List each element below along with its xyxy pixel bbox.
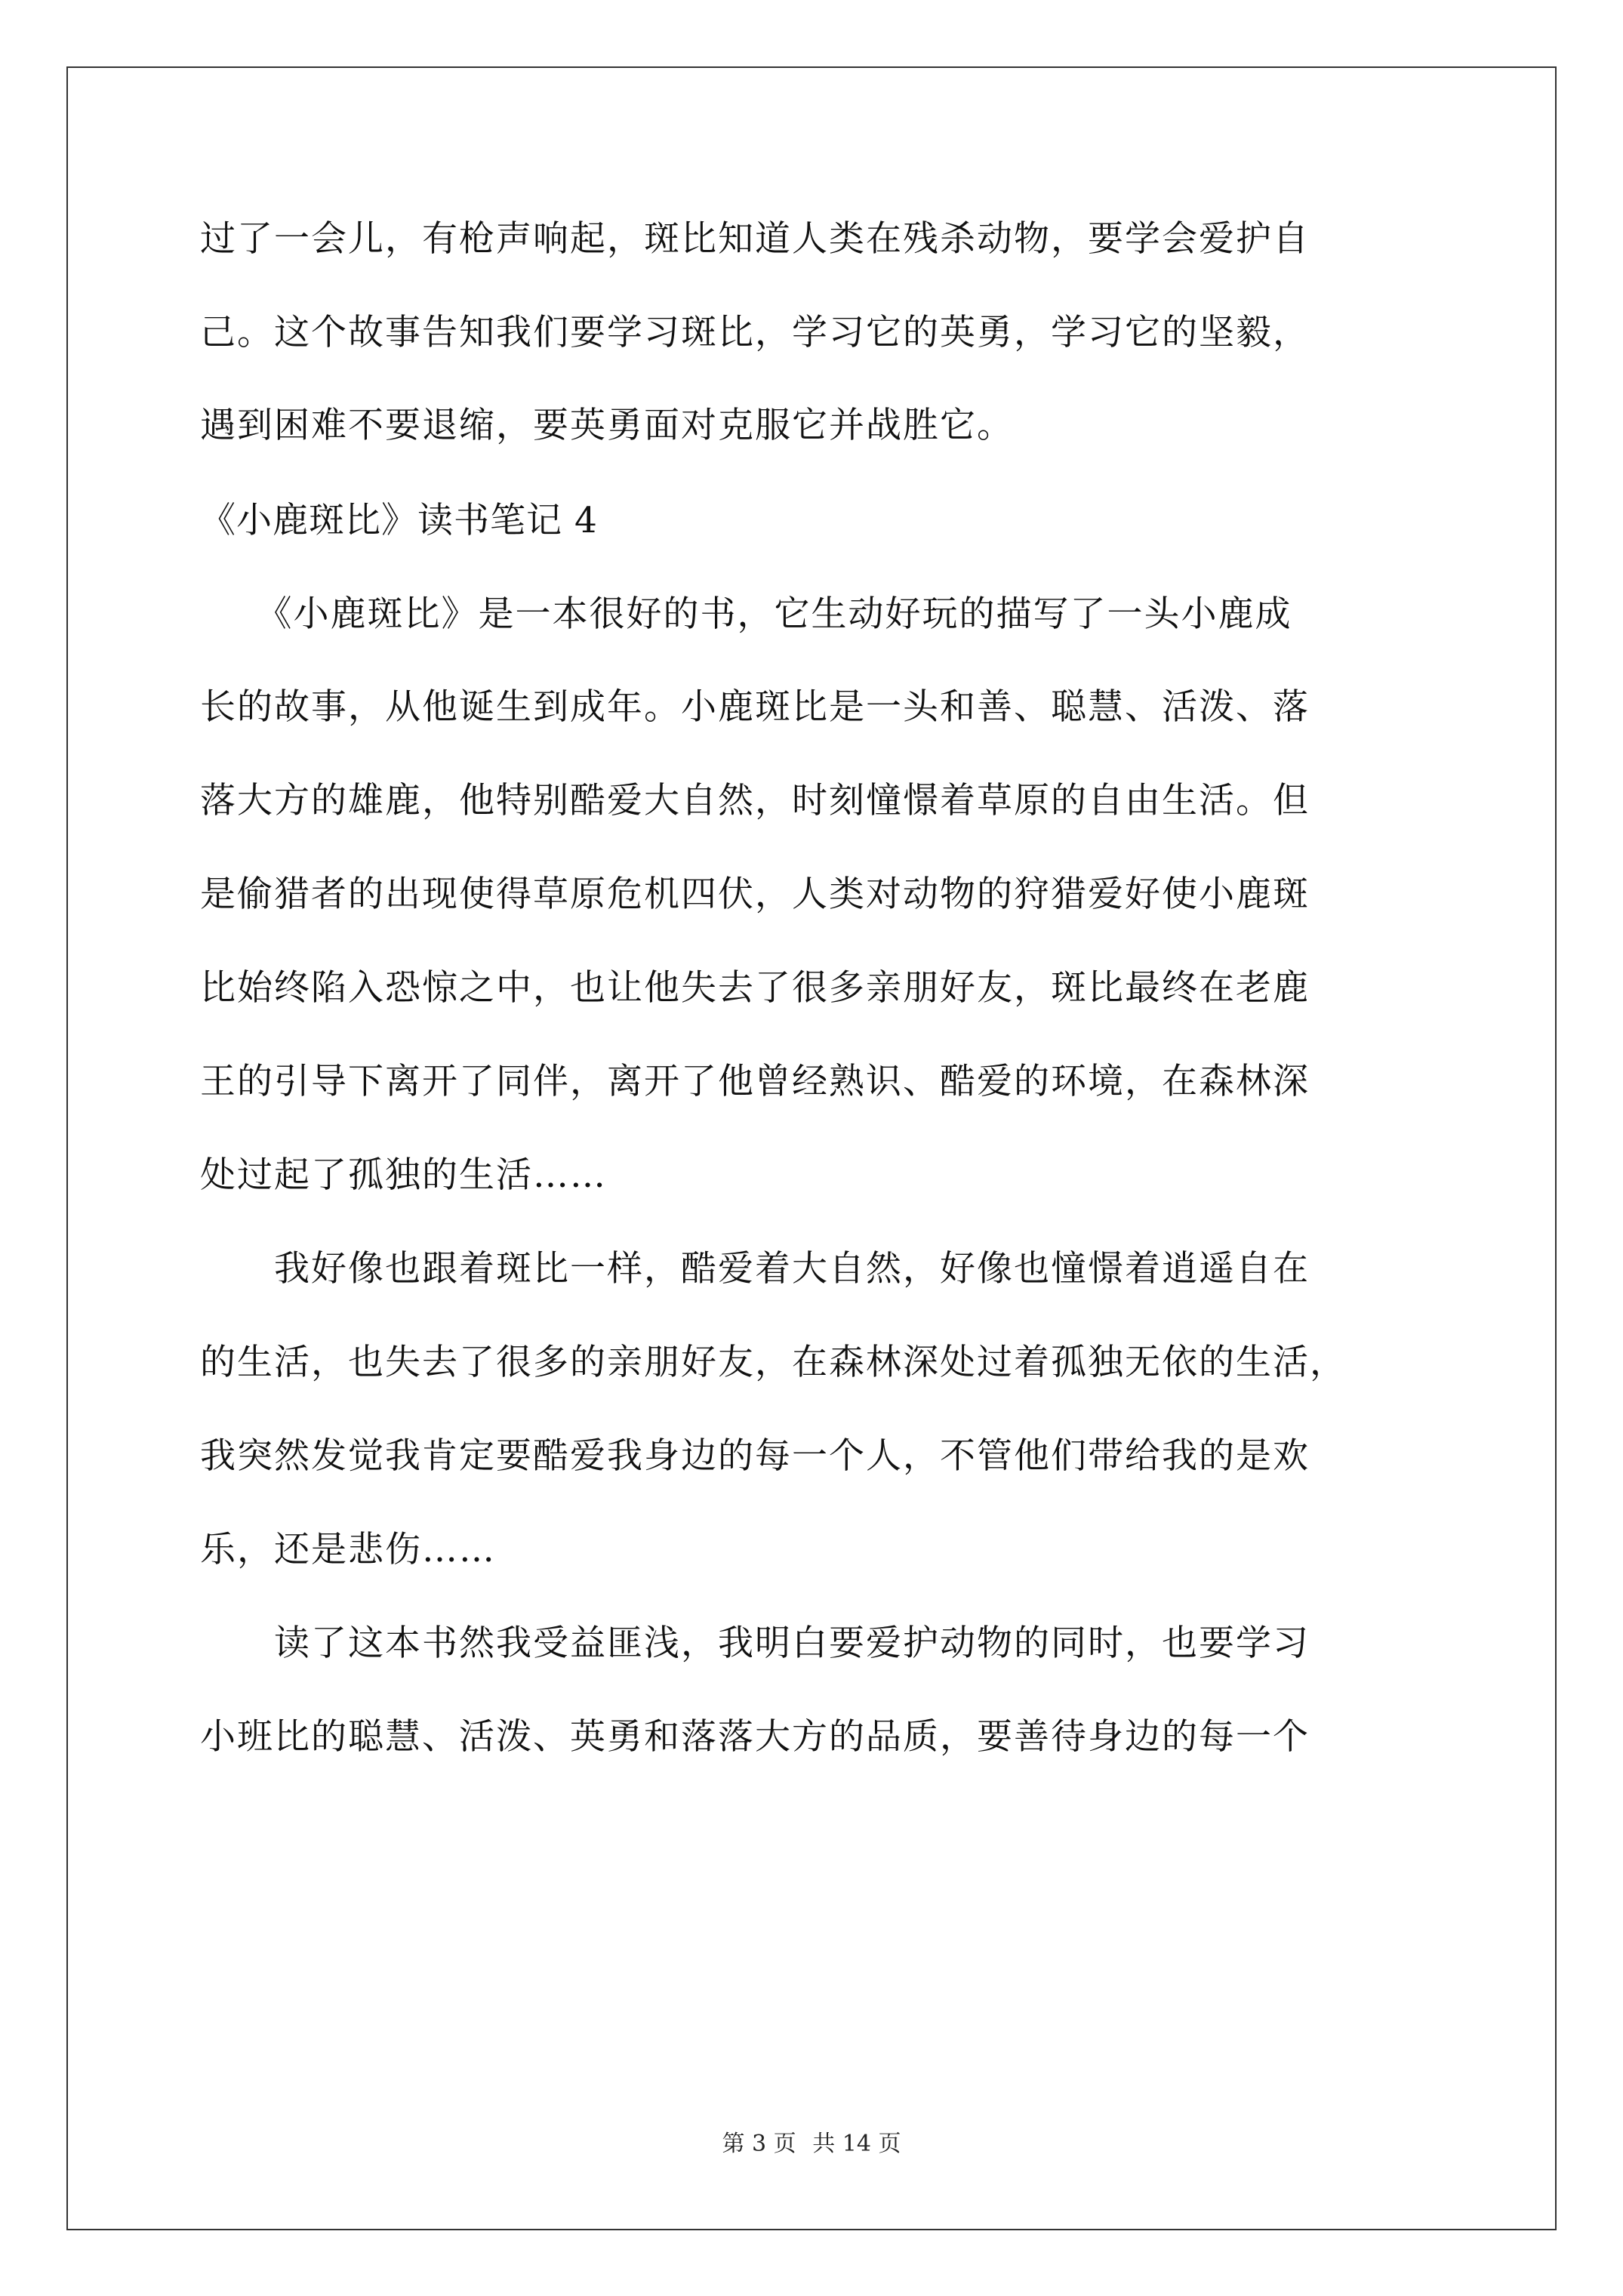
- page-total: 共 14 页: [812, 2131, 901, 2157]
- text-line: 的生活，也失去了很多的亲朋好友，在森林深处过着孤独无依的生活，: [200, 1342, 1347, 1383]
- text-line: 王的引导下离开了同伴，离开了他曾经熟识、酷爱的环境，在森林深: [200, 1061, 1310, 1102]
- text-line: 乐，还是悲伤……: [200, 1529, 496, 1570]
- text-line: 落大方的雄鹿，他特别酷爱大自然，时刻憧憬着草原的自由生活。但: [200, 780, 1310, 821]
- text-line: 小班比的聪慧、活泼、英勇和落落大方的品质，要善待身边的每一个: [200, 1716, 1310, 1758]
- text-line: 我突然发觉我肯定要酷爱我身边的每一个人，不管他们带给我的是欢: [200, 1435, 1310, 1477]
- page-number: 第 3 页: [722, 2131, 796, 2157]
- text-line: 处过起了孤独的生活……: [200, 1154, 607, 1196]
- text-line: 过了一会儿，有枪声响起，斑比知道人类在残杀动物，要学会爱护自: [200, 218, 1310, 260]
- text-line: 遇到困难不要退缩，要英勇面对克服它并战胜它。: [200, 405, 1014, 446]
- text-line: 比始终陷入恐惊之中，也让他失去了很多亲朋好友，斑比最终在老鹿: [200, 967, 1310, 1009]
- text-line: 《小鹿斑比》是一本很好的书，它生动好玩的描写了一头小鹿成: [200, 593, 1292, 635]
- text-line: 是偷猎者的出现使得草原危机四伏，人类对动物的狩猎爱好使小鹿斑: [200, 874, 1310, 915]
- page-border: [66, 66, 1557, 2230]
- text-line: 读了这本书然我受益匪浅，我明白要爱护动物的同时，也要学习: [200, 1623, 1310, 1664]
- text-line: 己。这个故事告知我们要学习斑比，学习它的英勇，学习它的坚毅，: [200, 312, 1310, 353]
- text-line: 长的故事，从他诞生到成年。小鹿斑比是一头和善、聪慧、活泼、落: [200, 686, 1310, 728]
- section-heading: 《小鹿斑比》读书笔记 4: [200, 500, 598, 541]
- page-footer: [0, 2129, 1623, 2159]
- text-line: 我好像也跟着斑比一样，酷爱着大自然，好像也憧憬着逍遥自在: [200, 1248, 1310, 1290]
